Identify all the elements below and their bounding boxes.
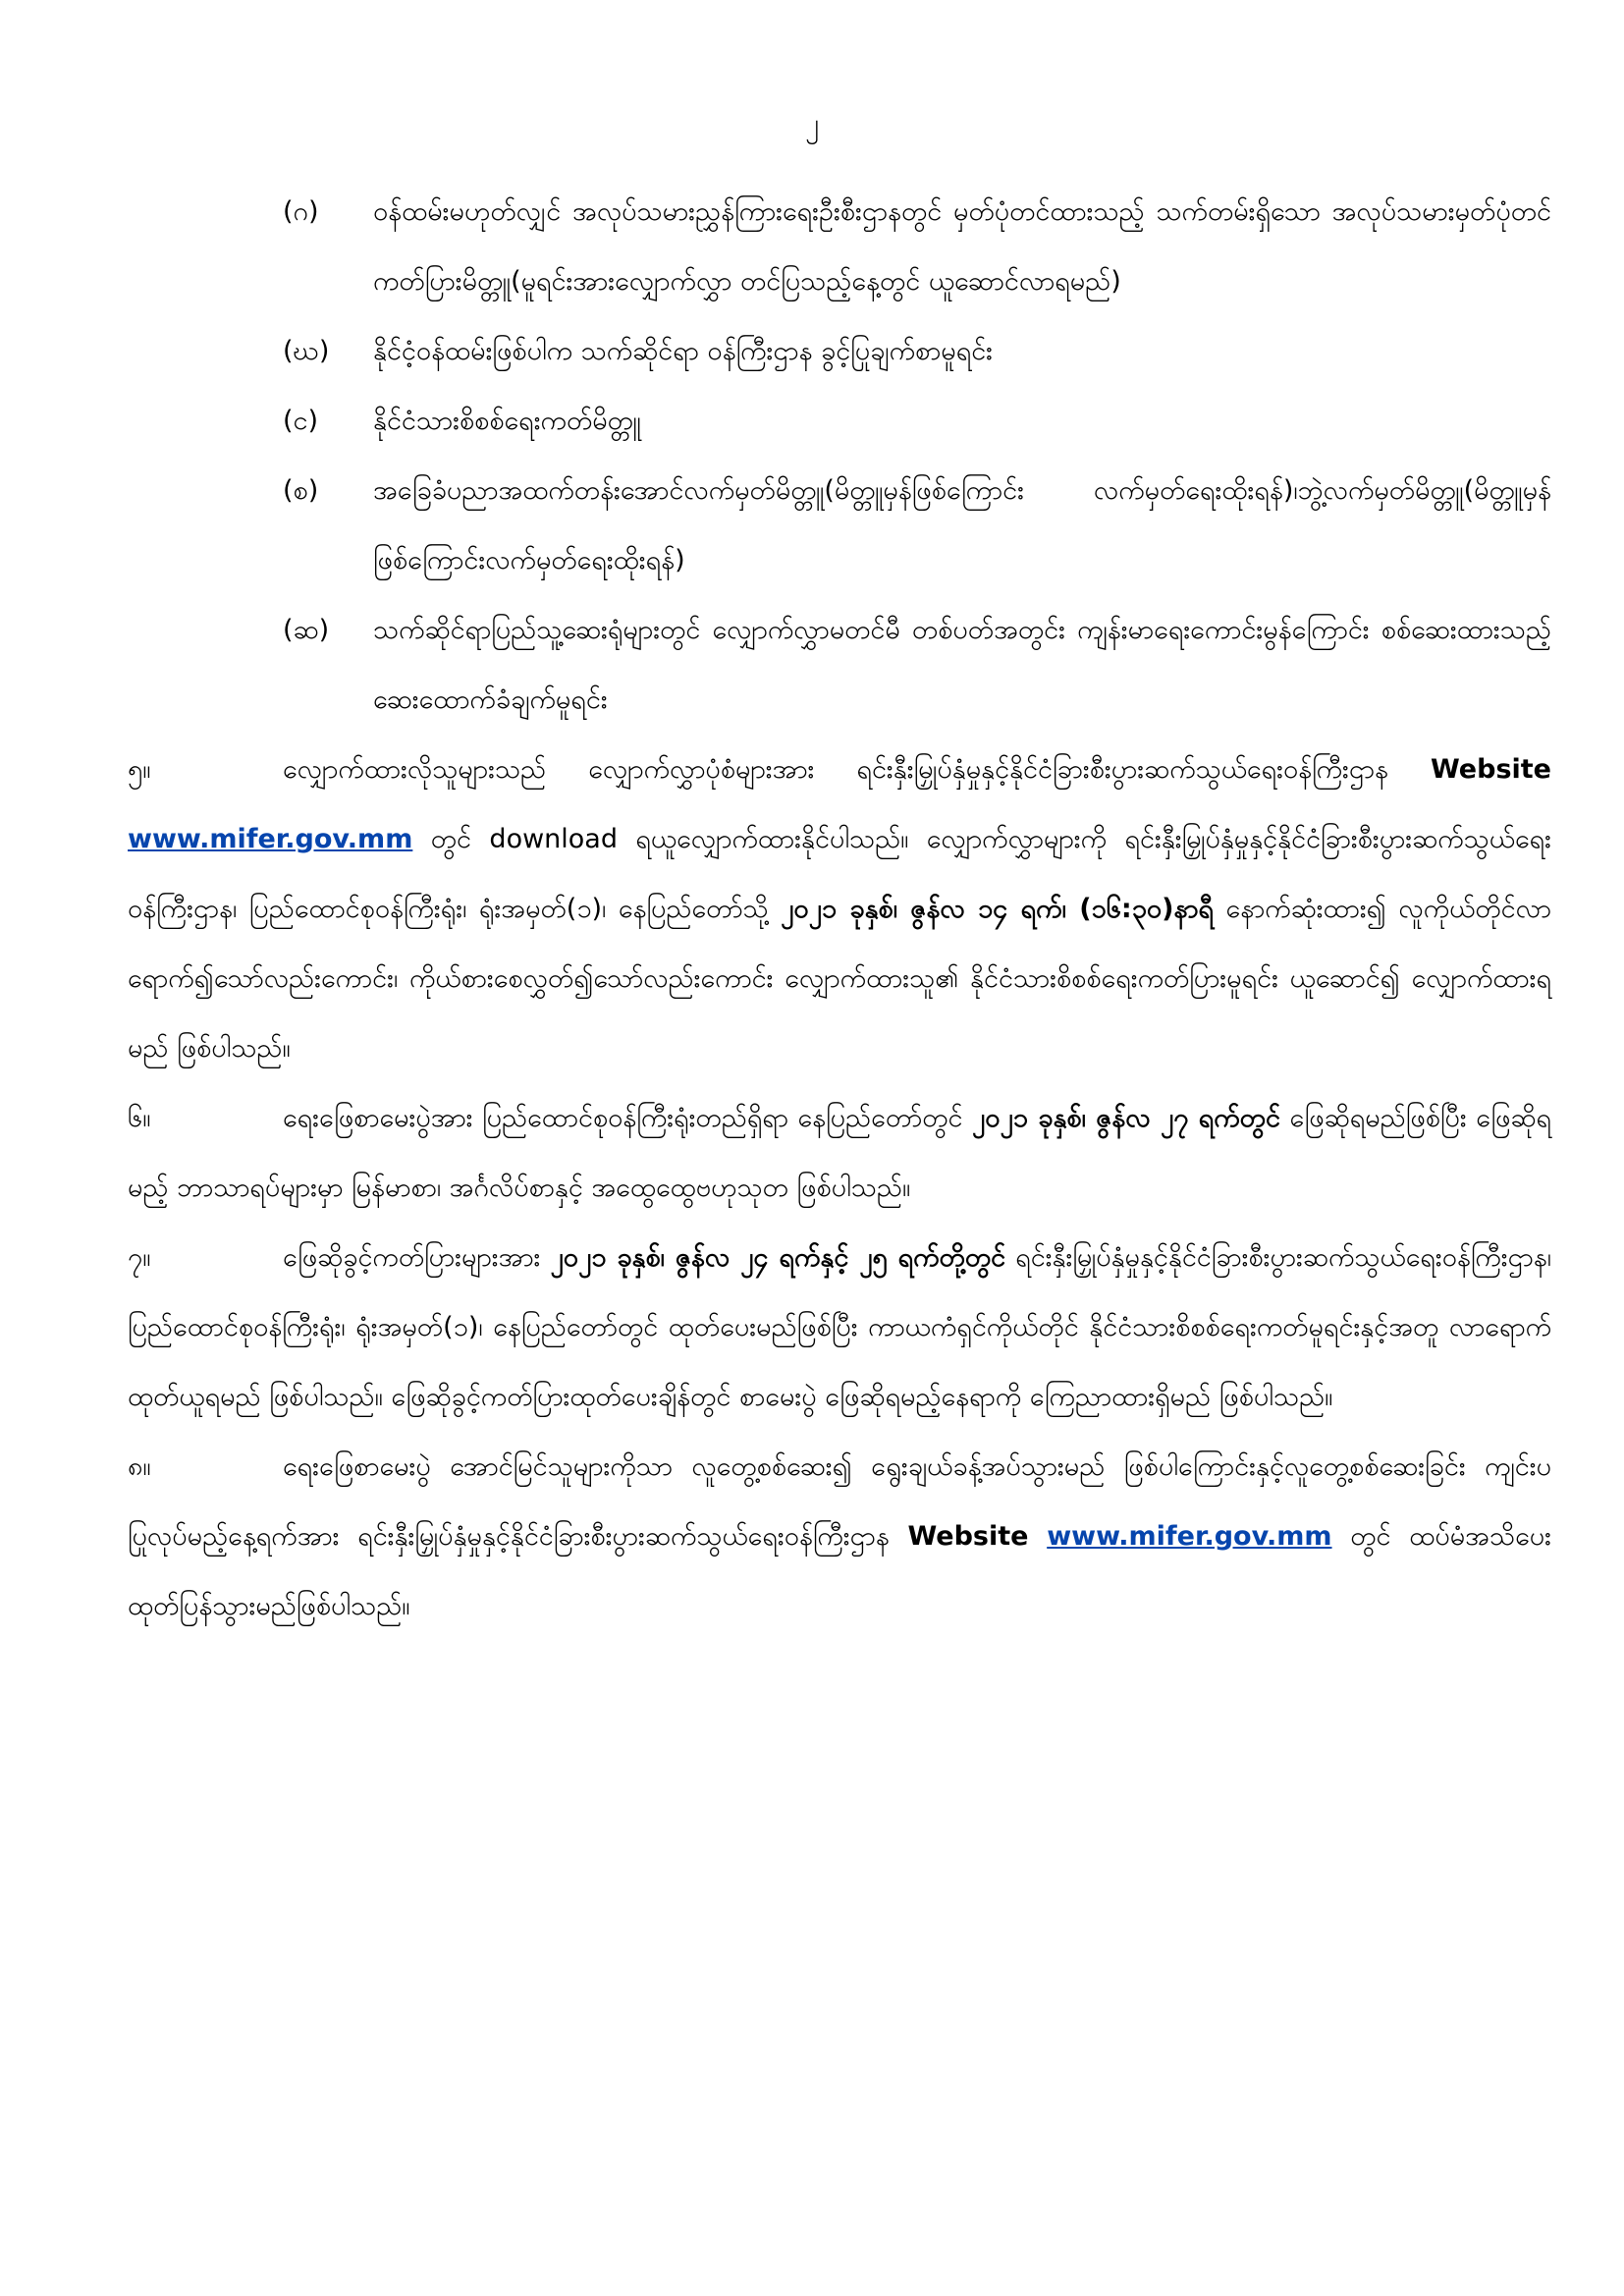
list-item	[283, 456, 1551, 595]
item-marker: (ဆ)	[283, 615, 330, 645]
exam-date-text: ၂၀၂၁ ခုနှစ်၊ ဇွန်လ ၂၇ ရက်တွင်	[972, 1103, 1280, 1133]
paragraph-number: ၇။	[128, 1242, 151, 1273]
item-text: နိုင်ငံသားစိစစ်ရေးကတ်မိတ္တူ	[373, 406, 641, 436]
paragraph-7	[128, 1223, 1551, 1432]
item-text: ဝန်ထမ်းမဟုတ်လျှင် အလုပ်သမားညွှန်ကြားရေးဦးစီးဌာနတွင် မှတ်ပုံတင်ထားသည့် သက်တမ်းရှိသော အလုပ်သမားမှတ်ပုံတင်ကတ်ပြားမိတ္တူ(မူရင်းအားလျှောက်လွှာ တင်ပြသည့်နေ့တွင် ယူဆောင်လာရမည်)	[373, 196, 1551, 297]
item-marker: (ဂ)	[283, 196, 319, 227]
paragraph-text: တွင် ထပ်မံအသိပေးထုတ်ပြန်သွားမည်ဖြစ်ပါသည်။	[128, 1521, 1551, 1621]
paragraph-8	[128, 1432, 1551, 1641]
list-item	[283, 386, 1551, 456]
item-text: သက်ဆိုင်ရာပြည်သူ့ဆေးရုံများတွင် လျှောက်လွှာမတင်မီ တစ်ပတ်အတွင်း ကျန်းမာရေးကောင်းမွန်ကြောင်း စစ်ဆေးထားသည့် ဆေးထောက်ခံချက်မူရင်း	[373, 615, 1551, 715]
item-text: အခြေခံပညာအထက်တန်းအောင်လက်မှတ်မိတ္တူ(မိတ္တူမှန်ဖြစ်ကြောင်း လက်မှတ်ရေးထိုးရန်)၊ဘွဲ့လက်မှတ်မိတ္တူ(မိတ္တူမှန်ဖြစ်ကြောင်းလက်မှတ်ရေးထိုးရန်)	[373, 475, 1551, 575]
website-label: Website	[907, 1521, 1029, 1552]
item-text: နိုင်ငံ့ဝန်ထမ်းဖြစ်ပါက သက်ဆိုင်ရာ ဝန်ကြီးဌာန ခွင့်ပြုချက်စာမူရင်း	[373, 336, 994, 366]
deadline-text: ၂၀၂၁ ခုနှစ်၊ ဇွန်လ ၁၄ ရက်၊ (၁၆:၃၀)နာရီ	[781, 894, 1214, 924]
paragraph-text: ရေးဖြေစာမေးပွဲ အောင်မြင်သူများကိုသာ လူတွေ့စစ်ဆေး၍ ရွေးချယ်ခန့်အပ်သွားမည် ဖြစ်ပါကြောင်းနှင့်လူတွေ့စစ်ဆေးခြင်း ကျင်းပပြုလုပ်မည့်နေ့ရက်အား ရင်းနှီးမြှုပ်နှံမှုနှင့်နိုင်ငံခြားစီးပွားဆက်သွယ်ရေးဝန်ကြီးဌာန	[128, 1451, 1551, 1552]
paragraph-text: နောက်ဆုံးထား၍ လူကိုယ်တိုင်လာရောက်၍သော်လည်းကောင်း၊ ကိုယ်စားစေလွှတ်၍သော်လည်းကောင်း လျှောက်ထားသူ၏ နိုင်ငံသားစိစစ်ရေးကတ်ပြားမူရင်း ယူဆောင်၍ လျှောက်ထားရမည် ဖြစ်ပါသည်။	[128, 894, 1552, 1064]
item-marker: (ဃ)	[283, 336, 330, 366]
paragraph-text: ရေးဖြေစာမေးပွဲအား ပြည်ထောင်စုဝန်ကြီးရုံးတည်ရှိရာ နေပြည်တော်တွင်	[283, 1103, 973, 1133]
paragraph-6	[128, 1083, 1551, 1223]
paragraph-5	[128, 735, 1551, 1083]
paragraph-number: ၆။	[128, 1103, 151, 1133]
document-body	[128, 177, 1551, 1641]
paragraph-number: ၈။	[128, 1451, 151, 1482]
list-item	[283, 177, 1551, 316]
list-item	[283, 595, 1551, 735]
paragraph-text: ဖြေဆိုရမည်ဖြစ်ပြီး ဖြေဆိုရမည့် ဘာသာရပ်များမှာ မြန်မာစာ၊ အင်္ဂလိပ်စာနှင့် အထွေထွေဗဟုသုတ ဖြစ်ပါသည်။	[128, 1103, 1552, 1203]
page-number: ၂	[805, 107, 819, 139]
item-marker: (စ)	[283, 475, 319, 506]
list-item	[283, 316, 1551, 386]
paragraph-text: တွင် download ရယူလျှောက်ထားနိုင်ပါသည်။ လျှောက်လွှာများကို ရင်းနှီးမြှုပ်နှံမှုနှင့်နိုင်ငံခြားစီးပွားဆက်သွယ်ရေးဝန်ကြီးဌာန၊ ပြည်ထောင်စုဝန်ကြီးရုံး၊ ရုံးအမှတ်(၁)၊ နေပြည်တော်သို့	[128, 824, 1551, 924]
card-date-text: ၂၀၂၁ ခုနှစ်၊ ဇွန်လ ၂၄ ရက်နှင့် ၂၅ ရက်တို့တွင်	[550, 1242, 1006, 1273]
item-marker: (င)	[283, 406, 319, 436]
website-label: Website	[1430, 754, 1551, 785]
website-link[interactable]: www.mifer.gov.mm	[128, 824, 413, 854]
website-link[interactable]: www.mifer.gov.mm	[1047, 1521, 1332, 1552]
paragraph-text: လျှောက်ထားလိုသူများသည် လျှောက်လွှာပုံစံများအား ရင်းနှီးမြှုပ်နှံမှုနှင့်နိုင်ငံခြားစီးပွားဆက်သွယ်ရေးဝန်ကြီးဌာန	[283, 754, 1431, 785]
paragraph-text: ရင်းနှီးမြှုပ်နှံမှုနှင့်နိုင်ငံခြားစီးပွားဆက်သွယ်ရေးဝန်ကြီးဌာန၊ ပြည်ထောင်စုဝန်ကြီးရုံး၊ ရုံးအမှတ်(၁)၊ နေပြည်တော်တွင် ထုတ်ပေးမည်ဖြစ်ပြီး ကာယကံရှင်ကိုယ်တိုင် နိုင်ငံသားစိစစ်ရေးကတ်မူရင်းနှင့်အတူ လာရောက်ထုတ်ယူရမည် ဖြစ်ပါသည်။ ဖြေဆိုခွင့်ကတ်ပြားထုတ်ပေးချိန်တွင် စာမေးပွဲ ဖြေဆိုရမည့်နေရာကို ကြေညာထားရှိမည် ဖြစ်ပါသည်။	[128, 1242, 1551, 1412]
paragraph-text: ဖြေဆိုခွင့်ကတ်ပြားများအား	[283, 1242, 551, 1273]
paragraph-number: ၅။	[128, 754, 151, 785]
